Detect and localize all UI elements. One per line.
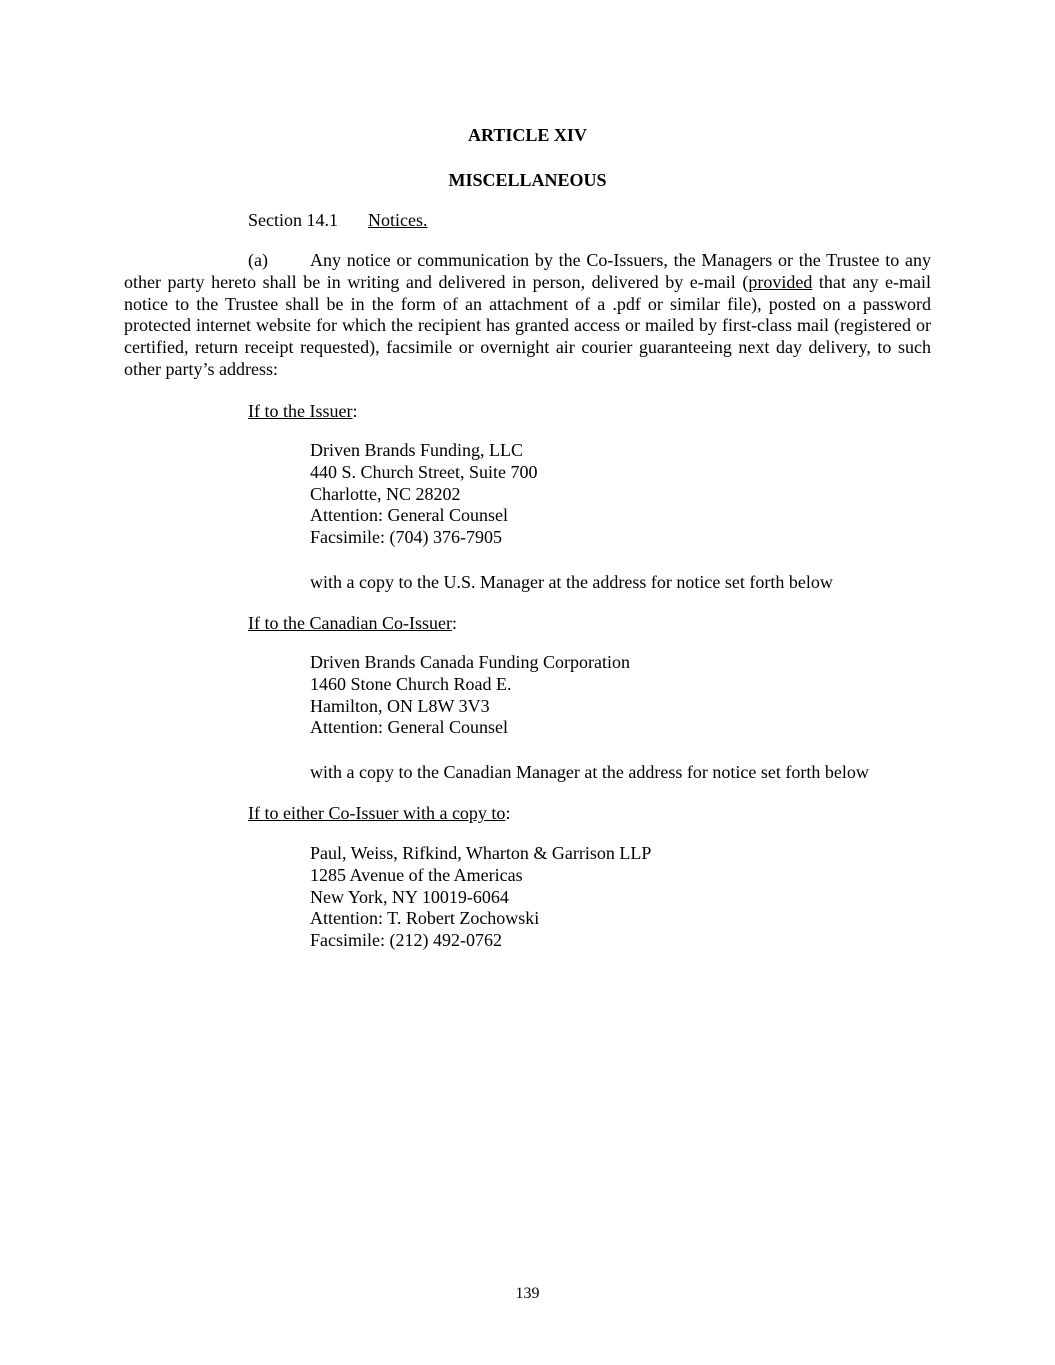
canadian-co-issuer-copy-note: with a copy to the Canadian Manager at the address for notice set forth below [310,762,869,782]
either-co-issuer-heading-colon: : [505,803,511,823]
page-number: 139 [515,1285,540,1302]
either-co-issuer-heading-text: If to either Co-Issuer with a copy to [248,803,506,823]
issuer-copy-note: with a copy to the U.S. Manager at the address for notice set forth below [310,572,833,592]
canadian-co-issuer-heading-colon: : [451,613,457,633]
either-co-issuer-heading [248,802,510,824]
paragraph-label: (a) [248,250,268,270]
paragraph-emphasis: provided [748,271,813,292]
canadian-co-issuer-heading [248,612,457,634]
section-heading [248,209,427,231]
article-number: ARTICLE XIV [468,125,587,145]
paragraph-a [124,250,931,381]
either-co-issuer-address [310,843,651,952]
issuer-address [310,440,538,549]
address-line: 1460 Stone Church Road E. [310,673,512,694]
issuer-heading [248,400,357,422]
article-title: MISCELLANEOUS [448,170,607,190]
address-line: Charlotte, NC 28202 [310,483,461,504]
paragraph-text-before: Any notice or communication by the Co-Issuers, the Managers or the Trustee to any other party hereto shall be in writing and delivered in person, delivered by e-mail ( [124,250,931,292]
address-line: Paul, Weiss, Rifkind, Wharton & Garrison LLP [310,843,652,863]
issuer-heading-colon: : [352,401,358,421]
issuer-heading-text: If to the Issuer [248,401,353,421]
canadian-co-issuer-address [310,652,630,739]
address-line: 440 S. Church Street, Suite 700 [310,461,538,482]
address-line: Driven Brands Canada Funding Corporation [310,652,630,672]
address-line: 1285 Avenue of the Americas [310,864,523,885]
section-number: Section 14.1 [248,210,338,230]
canadian-co-issuer-heading-text: If to the Canadian Co-Issuer [248,613,452,633]
address-line: Attention: T. Robert Zochowski [310,908,540,929]
address-line: Facsimile: (212) 492-0762 [310,930,502,951]
address-line: Attention: General Counsel [310,505,508,526]
address-line: Driven Brands Funding, LLC [310,440,523,460]
section-title: Notices. [368,210,428,230]
paragraph-text-after: that any e-mail notice to the Trustee shall be in the form of an attachment of a .pdf or similar file), posted on a password protected internet website for which the recipient has granted access or mailed by first-class mail (registered or certified, return receipt requested), facsimile or overnight air courier guaranteeing next day delivery, to such other party’s address: [124,271,931,379]
address-line: Attention: General Counsel [310,717,508,738]
address-line: New York, NY 10019-6064 [310,886,509,907]
address-line: Facsimile: (704) 376-7905 [310,527,502,548]
address-line: Hamilton, ON L8W 3V3 [310,695,490,716]
